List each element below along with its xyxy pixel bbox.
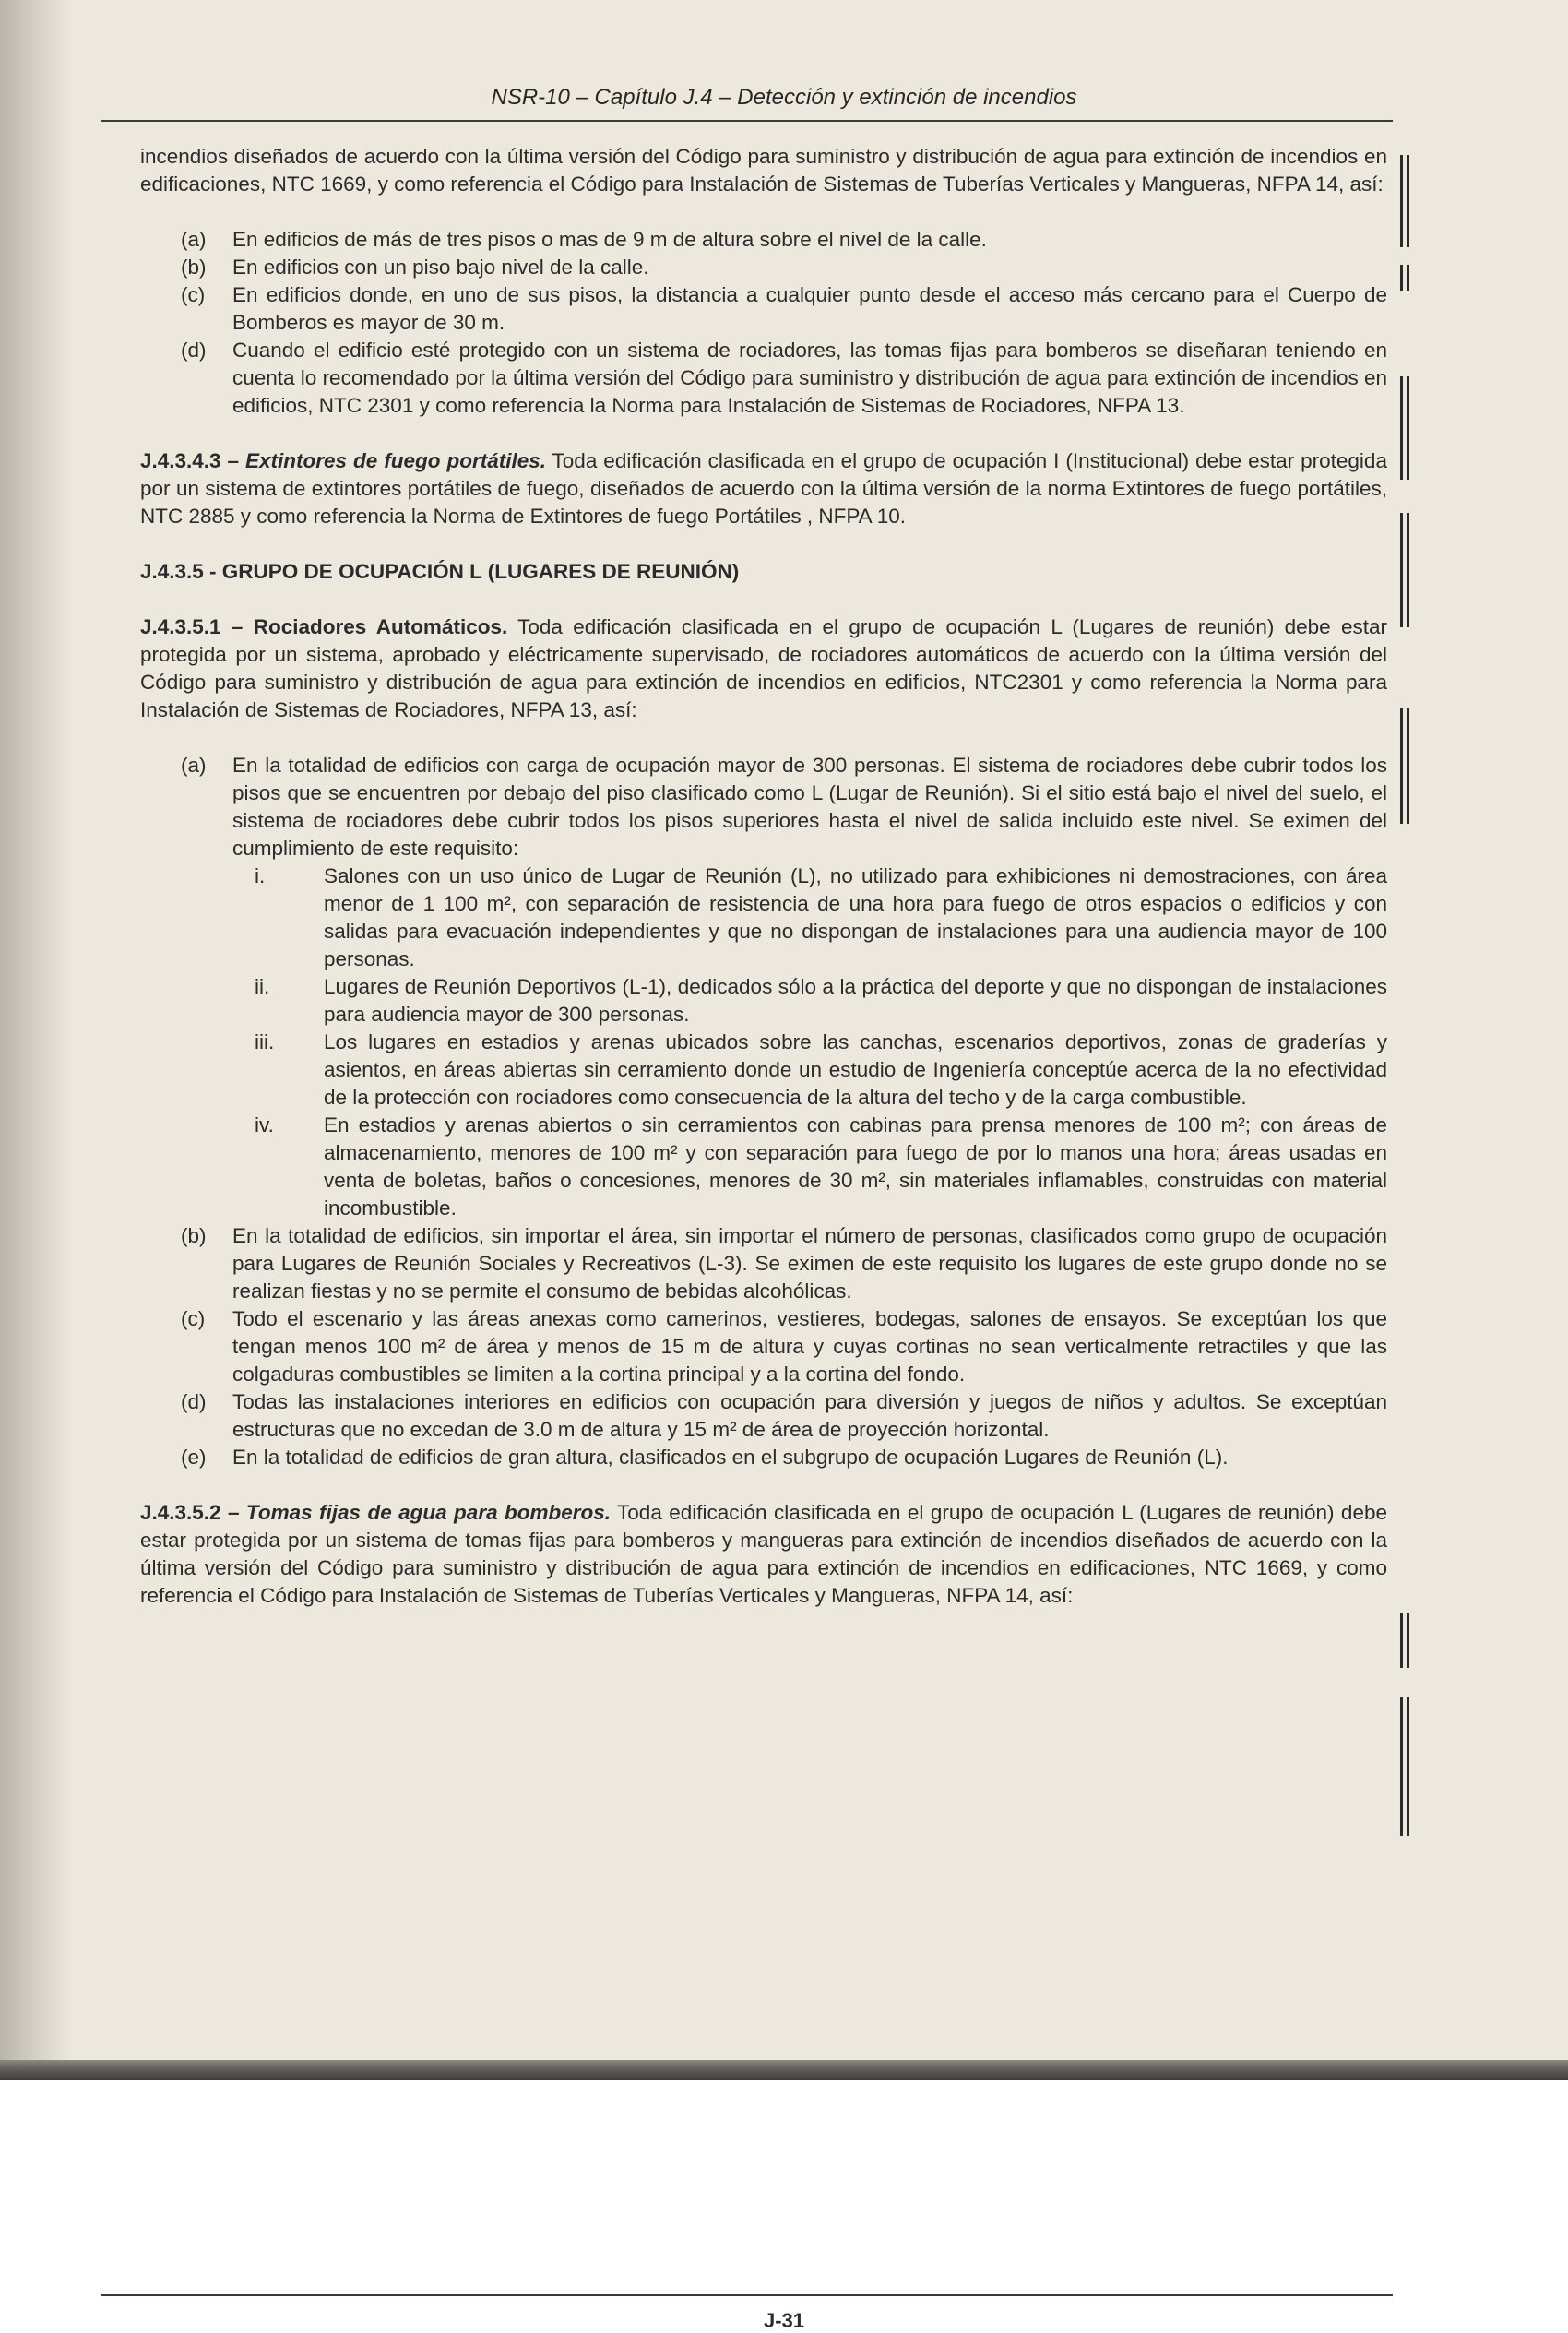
list-item-text: En edificios de más de tres pisos o mas de 9 m de altura sobre el nivel de la calle.: [232, 228, 987, 251]
section-body: Toda edificación clasificada en el grupo de ocupación L (Lugares de reunión) debe estar protegida por un sistema, aprobado y eléctricamente supervisado, de rociadores automáticos de acuerdo con la última versión del Código para suministro y distribución de agua para extinción de incendios en edificios, NTC2301 y como referencia la Norma para Instalación de Sistemas de Rociadores, NFPA 13, así:: [140, 615, 1387, 721]
section-title: Extintores de fuego portátiles.: [245, 449, 546, 472]
section-body: Toda edificación clasificada en el grupo de ocupación L (Lugares de reunión) debe estar protegida por un sistema de tomas fijas para bomberos y mangueras para extinción de incendios diseñados de acuerdo con la última versión del Código para suministro y distribución de agua para extinción de incendios en edificaciones, NTC 1669, y como referencia el Código para Instalación de Sistemas de Tuberías Verticales y Mangueras, NFPA 14, así:: [140, 1501, 1387, 1607]
list-item-label: (d): [181, 339, 207, 362]
section-number: J.4.3.5.2 –: [140, 1501, 240, 1524]
list-item-text: Todas las instalaciones interiores en edificios con ocupación para diversión y juegos de niños y adultos. Se exceptúan estructuras que no excedan de 3.0 m de altura y 15 m² de área de proyección horizontal.: [232, 1390, 1387, 1441]
list-item: [181, 281, 1387, 337]
page-header-title: NSR-10 – Capítulo J.4 – Detección y extinción de incendios: [491, 85, 1077, 110]
sub-list-item-label: i.: [255, 864, 266, 887]
list-item-text: En edificios con un piso bajo nivel de la calle.: [232, 256, 649, 279]
list-item-label: (a): [181, 228, 207, 251]
change-bar: [1400, 1697, 1403, 1836]
page-number: J-31: [763, 2309, 805, 2332]
section-tomas-fijas: [140, 1499, 1387, 1610]
footer-rule: [101, 2294, 1393, 2296]
change-bar: [1400, 265, 1403, 291]
change-bar: [1400, 513, 1403, 627]
sub-list-item: [218, 863, 1387, 973]
change-bar: [1400, 708, 1403, 824]
section-number: J.4.3.5.1 –: [140, 615, 244, 638]
change-bar: [1407, 1613, 1409, 1668]
list-item-text: En la totalidad de edificios de gran altura, clasificados en el subgrupo de ocupación Lugares de Reunión (L).: [232, 1446, 1229, 1469]
sub-list-item: [218, 1029, 1387, 1112]
list-item-text: En la totalidad de edificios con carga de ocupación mayor de 300 personas. El sistema de rociadores debe cubrir todos los pisos que se encuentren por debajo del piso clasificado como L (Lugar de Reunión). Si el sitio está bajo el nivel del suelo, el sistema de rociadores debe cubrir todos los pisos superiores hasta el nivel de salida incluido este nivel. Se eximen del cumplimiento de este requisito:: [232, 754, 1387, 860]
list-item-text: En la totalidad de edificios, sin importar el área, sin importar el número de personas, clasificados como grupo de ocupación para Lugares de Reunión Sociales y Recreativos (L-3). Se eximen de este requisito los lugares de este grupo donde no se realizan fiestas y no se permite el consumo de bebidas alcohólicas.: [232, 1224, 1387, 1303]
section-title: Rociadores Automáticos.: [253, 615, 508, 638]
sub-list-item-label: ii.: [255, 975, 270, 998]
list-item-text: Cuando el edificio esté protegido con un sistema de rociadores, las tomas fijas para bomberos se diseñaran teniendo en cuenta lo recomendado por la última versión del Código para suministro y distribución de agua para extinción de incendios en edificios, NTC 2301 y como referencia la Norma para Instalación de Sistemas de Rociadores, NFPA 13.: [232, 339, 1387, 417]
change-bar: [1407, 376, 1409, 480]
change-bar: [1407, 1697, 1409, 1836]
list-item: [181, 752, 1387, 863]
list-item-text: En edificios donde, en uno de sus pisos, la distancia a cualquier punto desde el acceso más cercano para el Cuerpo de Bomberos es mayor de 30 m.: [232, 283, 1387, 334]
list-item: [181, 1444, 1387, 1471]
section-title: Tomas fijas de agua para bomberos.: [245, 1501, 612, 1524]
list-item: [181, 254, 1387, 281]
change-bar: [1407, 265, 1409, 291]
list-item-label: (c): [181, 1307, 206, 1330]
sub-list-item: [218, 1112, 1387, 1222]
list-item: [181, 226, 1387, 254]
sub-list-item-text: Los lugares en estadios y arenas ubicados sobre las canchas, escenarios deportivos, zonas de graderías y asientos, en áreas abiertas sin cerramiento donde un estudio de Ingeniería conceptúe acerca de la no efectividad de la protección con rociadores como consecuencia de la altura del techo y de la carga combustible.: [324, 1030, 1387, 1109]
sub-list-item: [218, 973, 1387, 1029]
list-item-label: (e): [181, 1446, 207, 1469]
list-item: [181, 1222, 1387, 1305]
list-item: [181, 1388, 1387, 1444]
scan-bottom-shadow: [0, 2060, 1568, 2080]
sub-list-item-text: En estadios y arenas abiertos o sin cerramientos con cabinas para prensa menores de 100 m²; con áreas de almacenamiento, menores de 100 m² y con separación para fuego de por lo manos una hora; áreas usadas en venta de boletas, baños o concesiones, menores de 30 m², sin materiales inflamables, construidas con material incombustible.: [324, 1113, 1387, 1220]
section-body: Toda edificación clasificada en el grupo de ocupación I (Institucional) debe estar protegida por un sistema de extintores portátiles de fuego, diseñados de acuerdo con la última versión de la norma Extintores de fuego portátiles, NTC 2885 y como referencia la Norma de Extintores de fuego Portátiles , NFPA 10.: [140, 449, 1387, 528]
list-item: [181, 1305, 1387, 1388]
header-rule: [101, 120, 1393, 122]
list-second: [181, 752, 1387, 1471]
group-heading: J.4.3.5 - GRUPO DE OCUPACIÓN L (LUGARES DE REUNIÓN): [140, 560, 740, 583]
change-bar: [1407, 513, 1409, 627]
section-rociadores: [140, 613, 1387, 724]
list-item: [181, 337, 1387, 420]
body-content: [140, 143, 1387, 1610]
list-item-label: (d): [181, 1390, 207, 1413]
list-item-label: (b): [181, 256, 207, 279]
section-extintores: [140, 447, 1387, 530]
section-number: J.4.3.4.3 –: [140, 449, 240, 472]
change-bar: [1407, 155, 1409, 247]
list-item-label: (b): [181, 1224, 207, 1247]
sub-list-item-text: Salones con un uso único de Lugar de Reunión (L), no utilizado para exhibiciones ni demostraciones, con área menor de 1 100 m², con separación de resistencia de una hora para fuego de otros espacios o edificios y con salidas para evacuación independientes y que no dispongan de instalaciones para una audiencia mayor de 100 personas.: [324, 864, 1387, 970]
list-item-label: (a): [181, 754, 207, 777]
sub-list-item-label: iii.: [255, 1030, 275, 1053]
intro-paragraph: incendios diseñados de acuerdo con la última versión del Código para suministro y distribución de agua para extinción de incendios en edificaciones, NTC 1669, y como referencia el Código para Instalación de Sistemas de Tuberías Verticales y Mangueras, NFPA 14, así:: [140, 145, 1387, 196]
list-first: [181, 226, 1387, 420]
list-item-text: Todo el escenario y las áreas anexas como camerinos, vestieres, bodegas, salones de ensayos. Se exceptúan los que tengan menos 100 m² de área y menos de 15 m de altura y cuyas cortinas no sean verticalmente retractiles y que las colgaduras combustibles se limiten a la cortina principal y a la cortina del fondo.: [232, 1307, 1387, 1386]
change-bar: [1400, 155, 1403, 247]
change-bar: [1407, 708, 1409, 824]
sub-list-item-text: Lugares de Reunión Deportivos (L-1), dedicados sólo a la práctica del deporte y que no dispongan de instalaciones para audiencia mayor de 300 personas.: [324, 975, 1387, 1026]
change-bar: [1400, 376, 1403, 480]
page-edge-shadow: [0, 0, 72, 2080]
sub-list-item-label: iv.: [255, 1113, 274, 1137]
change-bar: [1400, 1613, 1403, 1668]
list-item-label: (c): [181, 283, 206, 306]
